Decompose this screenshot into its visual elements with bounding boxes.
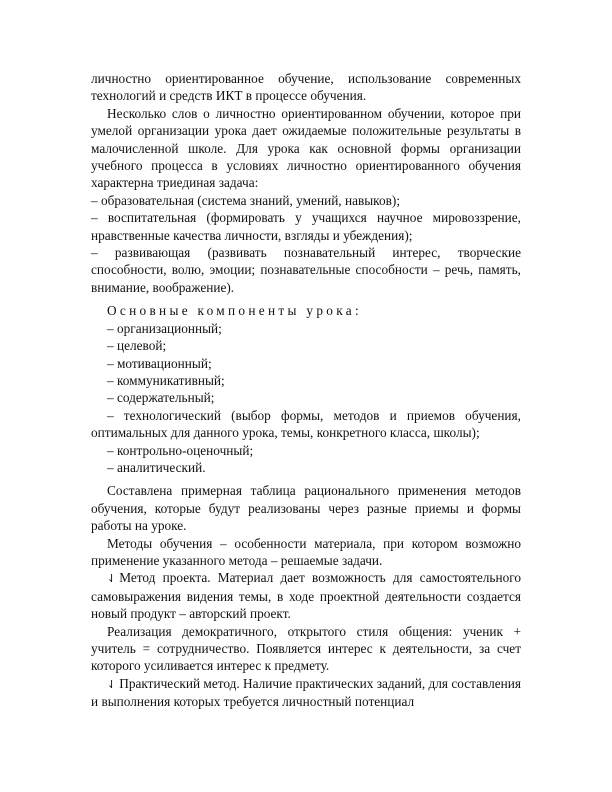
paragraph-personal-oriented-learning: Несколько слов о личностно ориентированном обучении, которое при умелой организации урока дает ожидаемые положительные результаты в малочисленной школе. Для урока как основной формы организации учебного процесса в условиях личностно ориентированного обучения характерна триединая задача:: [91, 105, 521, 191]
paragraph-project-method: [91, 569, 521, 622]
task-item-upbringing: – воспитательная (формировать у учащихся научное мировоззрение, нравственные качества личности, взгляды и убеждения);: [91, 210, 521, 243]
component-item-analytical: – аналитический.: [107, 459, 206, 475]
task-item-developing: – развивающая (развивать познавательный интерес, творческие способности, волю, эмоции; познавательные способности – речь, память, внимание, воображение).: [91, 245, 521, 295]
paragraph-intro-continued: личностно ориентированное обучение, использование современных технологий и средств ИКТ в процессе обучения.: [91, 71, 521, 104]
component-item-content: – содержательный;: [107, 390, 215, 406]
document-body: [91, 70, 521, 711]
task-item-educational: – образовательная (система знаний, умений, навыков);: [91, 192, 401, 208]
components-heading: Основные компоненты урока:: [107, 303, 362, 319]
practical-method-text: Практический метод. Наличие практических заданий, для составления и выполнения которых требуется личностный потенциал: [91, 675, 522, 710]
bullet-arrow-icon: ⇃: [107, 677, 117, 691]
paragraph-methods-table: Составлена примерная таблица рационального применения методов обучения, которые будут реализованы через разные приемы и формы работы на уроке.: [91, 483, 521, 534]
paragraph-methods-definition: Методы обучения – особенности материала, при котором возможно применение указанного метода – решаемые задачи.: [91, 535, 521, 568]
project-method-text: Метод проекта. Материал дает возможность для самостоятельного самовыражения видения темы, в ходе проектной деятельности создается новый продукт – авторский проект.: [91, 570, 521, 622]
component-item-motivational: – мотивационный;: [107, 355, 212, 371]
component-item-control: – контрольно-оценочный;: [107, 442, 254, 458]
component-item-communicative: – коммуникативный;: [107, 372, 225, 388]
paragraph-democratic-style: Реализация демократичного, открытого стиля общения: ученик + учитель = сотрудничество. Появляется интерес к деятельности, за счет которого усиливается интерес к предмету.: [91, 623, 521, 674]
component-item-technological: – технологический (выбор формы, методов и приемов обучения, оптимальных для данного урока, темы, конкретного класса, школы);: [91, 407, 521, 441]
component-item-organizational: – организационный;: [107, 320, 222, 336]
paragraph-practical-method: [91, 675, 521, 711]
bullet-arrow-icon: ⇃: [107, 572, 117, 586]
component-item-target: – целевой;: [107, 338, 167, 354]
